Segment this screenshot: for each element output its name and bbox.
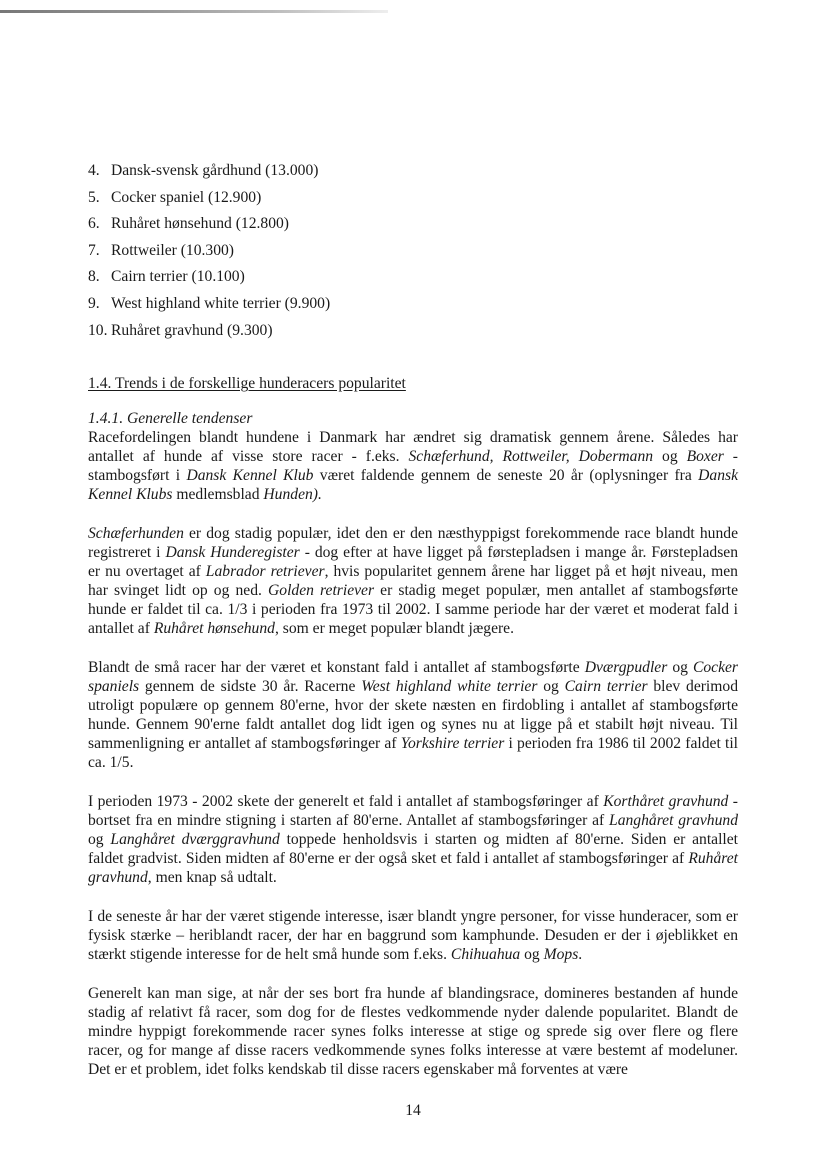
italic-term: Langhåret dværggravhund [110,831,280,849]
italic-term: Korthåret gravhund [603,793,729,811]
ranking-number: 5. [88,188,100,206]
text-run: medlemsblad [172,486,264,504]
italic-term: Chihuahua [450,946,521,964]
text-run: er stadig meget populær, men antallet af stambogsførte hunde er faldet til ca. 1/3 i perioden fra 1973 til 2002. I samme periode har der været et moderat fald i antallet af [88,582,738,638]
ranking-item [88,291,738,318]
ranking-item [88,318,738,345]
text-run: været faldende gennem de seneste 20 år (oplysninger fra [313,467,699,485]
italic-term: Hunden). [263,486,322,504]
text-run: og [667,659,693,677]
italic-term: Yorkshire terrier [400,735,505,753]
ranking-number: 7. [88,241,100,259]
italic-term: Dværgpudler [584,659,668,677]
ranking-number: 9. [88,294,100,312]
italic-term: Schæferhunden [88,525,184,543]
ranking-item [88,264,738,291]
italic-term: Cairn terrier [564,678,648,696]
italic-term: Ruhåret hønsehund [153,620,275,638]
paragraph [88,428,738,504]
text-run: Blandt de små racer har der været et konstant fald i antallet af stambogsførte [88,659,585,677]
subsection-heading: 1.4.1. Generelle tendenser [88,410,253,428]
paragraph [88,907,738,964]
breed-ranking-list [88,158,738,344]
paragraph [88,658,738,772]
italic-term: Boxer [686,448,724,466]
ranking-item [88,238,738,265]
italic-term: Langhåret gravhund [609,812,738,830]
page-number: 14 [405,1102,421,1119]
italic-term: Ruhåret gravhund [88,850,738,887]
text-run: og [88,831,111,849]
text-run: og [520,946,544,964]
paragraph [88,792,738,887]
text-run: er dog stadig populær, idet den er den næsthyppigst forekommende race blandt hunde registreret i [88,525,738,562]
italic-term: Schæferhund, Rottweiler, Dobermann [408,448,654,466]
text-run: i perioden fra 1986 til 2002 faldet til ca. 1/5. [88,735,739,772]
ranking-number: 8. [88,268,100,286]
text-run: og [537,678,565,696]
text-run: gennem de sidste 30 år. Racerne [139,678,362,696]
ranking-item [88,211,738,238]
italic-term: Dansk Hunderegister [165,544,300,562]
text-run: Generelt kan man sige, at når der ses bort fra hunde af blandingsrace, domineres bestanden af hunde stadig af relativt få racer, som dog for de flestes vedkommende nyder dalende popularitet. Blandt de mindre hyppigt forekommende racer synes folks interesse at stige og sprede sig over flere og flere racer, og for mange af disse racers vedkommende synes folks interesse at være bestemt af modeluner. Det er et problem, idet folks kendskab til disse racers egenskaber må forventes at være [88,985,738,1079]
ranking-text: Ruhåret hønsehund (12.800) [111,215,289,233]
ranking-number: 6. [88,215,100,233]
text-run: - stambogsført i [88,448,738,485]
text-run: blev derimod utroligt populære op gennem 80'erne, hvor der skete næsten en firdobling i antallet af stambogsførte hunde. Gennem 90'erne faldt antallet dog lidt igen og synes nu at ligge på et stabilt højt niveau. Til sammenligning er antallet af stambogsføringer af [88,678,738,753]
text-run: , som er meget populær blandt jægere. [274,620,515,638]
text-run: I perioden 1973 - 2002 skete der generelt et fald i antallet af stambogsføringer af [88,793,604,811]
italic-term: West highland white terrier [361,678,538,696]
italic-term: Golden retriever [268,582,375,600]
ranking-text: Cairn terrier (10.100) [111,268,245,286]
ranking-text: Cocker spaniel (12.900) [111,188,262,206]
italic-term: Mops [543,946,579,964]
text-run: toppede henholdsvis i starten og midten af 80'erne. Siden er antallet faldet gradvist. Siden midten af 80'erne er der også sket et fald i antallet af stambogsføringer af [88,831,738,868]
ranking-text: Ruhåret gravhund (9.300) [111,321,273,339]
italic-term: Dansk Kennel Klubs [88,467,738,504]
ranking-text: Rottweiler (10.300) [111,241,234,259]
ranking-item [88,185,738,212]
section-heading: 1.4. Trends i de forskellige hunderacers popularitet [88,375,406,393]
ranking-number: 4. [88,162,100,179]
text-run: Racefordelingen blandt hundene i Danmark har ændret sig dramatisk gennem årene. Således har antallet af hunde af visse store racer - f.eks. [88,429,738,466]
italic-term: Dansk Kennel Klub [186,467,314,485]
ranking-text: West highland white terrier (9.900) [111,294,331,312]
text-run: . [578,946,583,964]
document-body [88,158,738,1079]
text-run: - bortset fra en mindre stigning i starten af 80'erne. Antallet af stambogsføringer af [88,793,738,830]
text-run: , hvis popularitet gennem årene har ligget på et højt niveau, men har svinget lidt op og ned. [88,563,738,600]
italic-term: Cocker spaniels [88,659,738,696]
text-run: - dog efter at have ligget på førstepladsen i mange år. Førstepladsen er nu overtaget af [88,544,739,581]
body-text [88,428,738,1079]
text-run: , men knap så udtalt. [147,869,277,887]
paragraph [88,984,738,1079]
paragraph [88,524,738,638]
text-run: og [653,448,687,466]
scan-artifact-line [0,10,388,13]
ranking-number: 10. [88,321,108,339]
text-run: I de seneste år har der været stigende interesse, især blandt yngre personer, for visse hunderacer, som er fysisk stærke – heriblandt racer, der har en baggrund som kamphunde. Desuden er der i øjeblikket en stærkt stigende interesse for de helt små hunde som f.eks. [88,908,738,964]
ranking-item [88,158,738,185]
ranking-text: Dansk-svensk gårdhund (13.000) [111,162,319,179]
italic-term: Labrador retriever [205,563,325,581]
